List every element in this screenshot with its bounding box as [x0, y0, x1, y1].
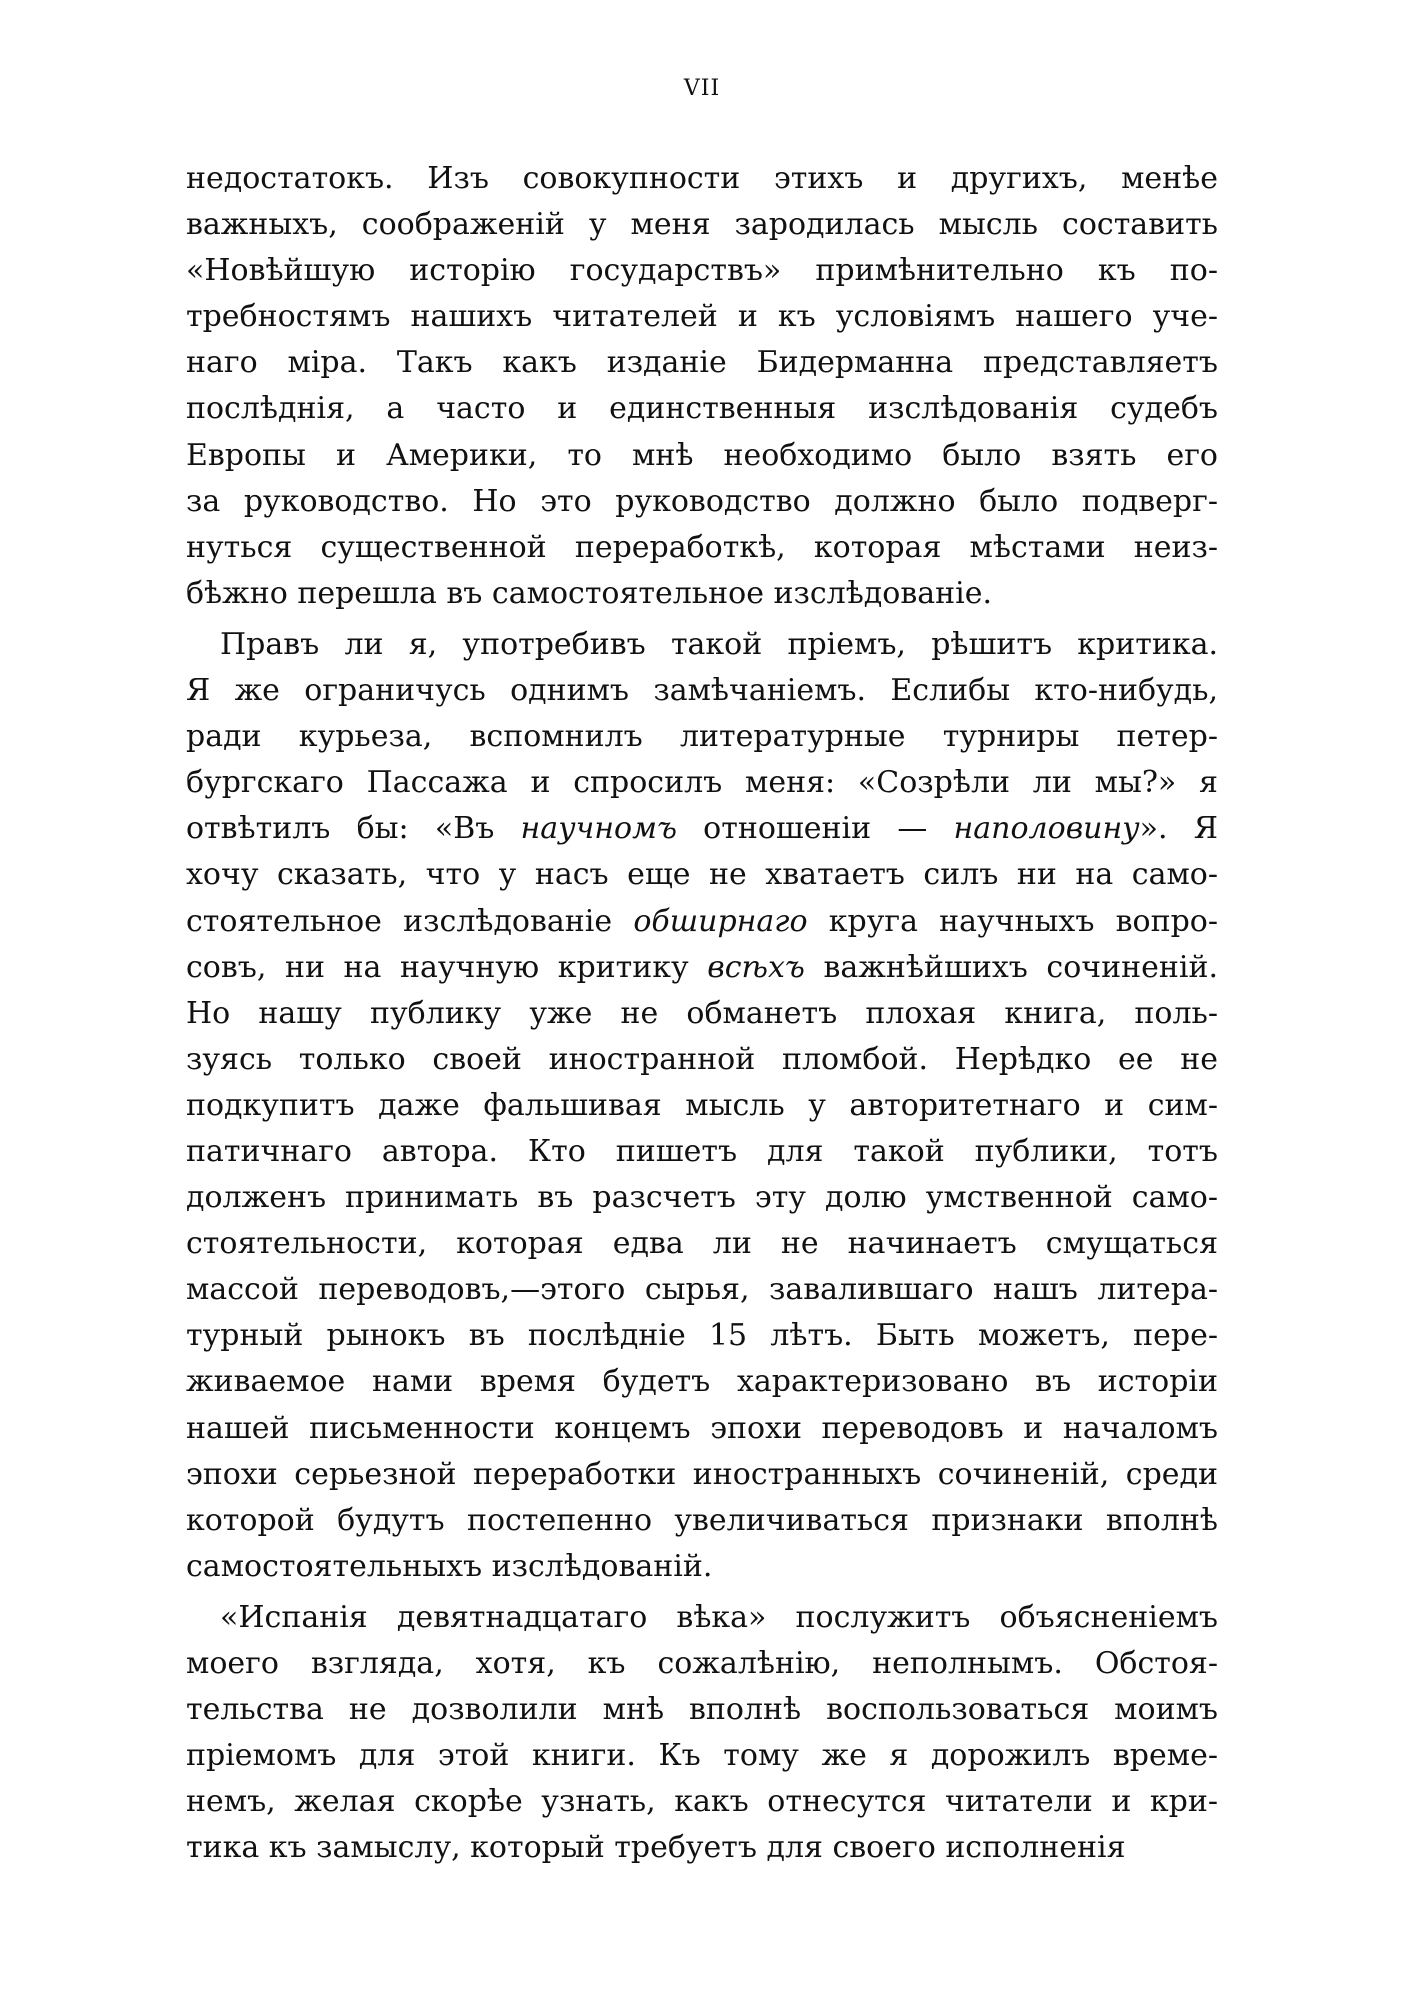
text-segment: ради курьеза, вспомнилъ литературные турниры петер-: [186, 719, 1218, 755]
text-line: [186, 1544, 1218, 1590]
text-line: [186, 1779, 1218, 1825]
text-segment: важнѣйшихъ сочиненій.: [804, 949, 1218, 985]
text-line: [186, 852, 1218, 898]
text-line: [186, 1267, 1218, 1313]
text-segment: круга научныхъ вопро-: [807, 903, 1218, 939]
text-segment: патичнаго автора. Кто пишетъ для такой публики, тотъ: [186, 1133, 1218, 1169]
text-segment: «Новѣйшую исторію государствъ» примѣнительно къ по-: [186, 253, 1218, 289]
text-line: [186, 1313, 1218, 1359]
text-segment: самостоятельныхъ изслѣдованій.: [186, 1548, 713, 1584]
text-segment: массой переводовъ,—этого сырья, завалившаго нашъ литера-: [186, 1272, 1218, 1308]
text-line: [186, 386, 1218, 432]
text-line: [186, 714, 1218, 760]
text-segment: эпохи серьезной переработки иностранныхъ сочиненій, среди: [186, 1456, 1218, 1492]
text-line: [186, 433, 1218, 479]
text-segment: нуться существенной переработкѣ, которая мѣстами неиз-: [186, 529, 1218, 565]
text-segment: подкупитъ даже фальшивая мысль у авторитетнаго и сим-: [186, 1087, 1218, 1123]
text-line: [186, 622, 1218, 668]
text-segment: за руководство. Но это руководство должно было подверг-: [186, 483, 1218, 519]
text-segment: долженъ принимать въ разсчетъ эту долю умственной само-: [186, 1180, 1218, 1216]
text-line: [186, 294, 1218, 340]
text-line: [186, 1452, 1218, 1498]
text-segment: которой будутъ постепенно увеличиваться признаки вполнѣ: [186, 1502, 1218, 1538]
text-line: [186, 1175, 1218, 1221]
text-segment: тика къ замыслу, который требуетъ для своего исполненія: [186, 1830, 1126, 1866]
text-segment: отвѣтилъ бы: «Въ: [186, 811, 521, 847]
page-number: VII: [683, 76, 721, 101]
text-line: [186, 945, 1218, 991]
text-line: [186, 668, 1218, 714]
text-line: [186, 1359, 1218, 1405]
text-segment: недостатокъ. Изъ совокупности этихъ и другихъ, менѣе: [186, 161, 1218, 196]
text-segment: «Испанія девятнадцатаго вѣка» послужитъ объясненіемъ: [220, 1599, 1218, 1635]
text-segment: нашей письменности концемъ эпохи переводовъ и началомъ: [186, 1410, 1218, 1446]
text-segment: совъ, ни на научную критику: [186, 949, 708, 985]
text-line: [186, 1498, 1218, 1544]
text-segment: хочу сказать, что у насъ еще не хватаетъ силъ ни на само-: [186, 857, 1218, 893]
emphasized-text: наполовину: [953, 811, 1140, 847]
text-line: [186, 1687, 1218, 1733]
text-segment: турный рынокъ въ послѣдніе 15 лѣтъ. Быть можетъ, пере-: [186, 1318, 1218, 1354]
text-segment: пріемомъ для этой книги. Къ тому же я дорожилъ време-: [186, 1738, 1218, 1774]
text-segment: отношеніи —: [676, 811, 954, 847]
text-line: [186, 1129, 1218, 1175]
text-segment: Европы и Америки, то мнѣ необходимо было взять его: [186, 437, 1218, 473]
text-segment: важныхъ, соображеній у меня зародилась мысль составить: [186, 207, 1218, 243]
text-line: [186, 760, 1218, 806]
emphasized-text: научномъ: [520, 811, 677, 847]
text-line: [186, 479, 1218, 525]
emphasized-text: обширнаго: [633, 903, 808, 939]
text-segment: стоятельности, которая едва ли не начинаетъ смущаться: [186, 1226, 1218, 1262]
body-text: [186, 156, 1218, 1871]
text-line: [186, 1083, 1218, 1129]
text-line: [186, 1406, 1218, 1452]
text-line: [186, 525, 1218, 571]
text-segment: бѣжно перешла въ самостоятельное изслѣдованіе.: [186, 575, 992, 611]
text-line: [186, 899, 1218, 945]
text-line: [186, 571, 1218, 617]
text-line: [186, 1641, 1218, 1687]
text-line: [186, 1825, 1218, 1871]
text-segment: требностямъ нашихъ читателей и къ условіямъ нашего уче-: [186, 299, 1218, 335]
emphasized-text: всѣхъ: [707, 949, 805, 985]
text-segment: бургскаго Пассажа и спросилъ меня: «Созрѣли ли мы?» я: [186, 765, 1218, 801]
text-line: [186, 806, 1218, 852]
text-segment: живаемое нами время будетъ характеризовано въ исторіи: [186, 1364, 1218, 1400]
text-segment: тельства не дозволили мнѣ вполнѣ воспользоваться моимъ: [186, 1692, 1218, 1728]
text-segment: послѣднія, а часто и единственныя изслѣдованія судебъ: [186, 391, 1218, 427]
text-line: [186, 156, 1218, 202]
text-segment: Но нашу публику уже не обманетъ плохая книга, поль-: [186, 995, 1218, 1031]
text-line: [186, 1733, 1218, 1779]
text-line: [186, 1221, 1218, 1267]
text-line: [186, 991, 1218, 1037]
text-segment: Я же ограничусь однимъ замѣчаніемъ. Еслибы кто-нибудь,: [186, 673, 1218, 709]
text-line: [186, 202, 1218, 248]
text-segment: зуясь только своей иностранной пломбой. Нерѣдко ее не: [186, 1041, 1218, 1077]
text-line: [186, 340, 1218, 386]
text-line: [186, 1595, 1218, 1641]
text-segment: стоятельное изслѣдованіе: [186, 903, 634, 939]
text-line: [186, 1037, 1218, 1083]
text-segment: немъ, желая скорѣе узнать, какъ отнесутся читатели и кри-: [186, 1784, 1218, 1820]
text-line: [186, 248, 1218, 294]
text-segment: наго міра. Такъ какъ изданіе Бидерманна представляетъ: [186, 345, 1218, 381]
text-segment: Правъ ли я, употребивъ такой пріемъ, рѣшитъ критика.: [220, 626, 1218, 662]
text-segment: ». Я: [1139, 811, 1218, 847]
text-segment: моего взгляда, хотя, къ сожалѣнію, неполнымъ. Обстоя-: [186, 1646, 1218, 1681]
